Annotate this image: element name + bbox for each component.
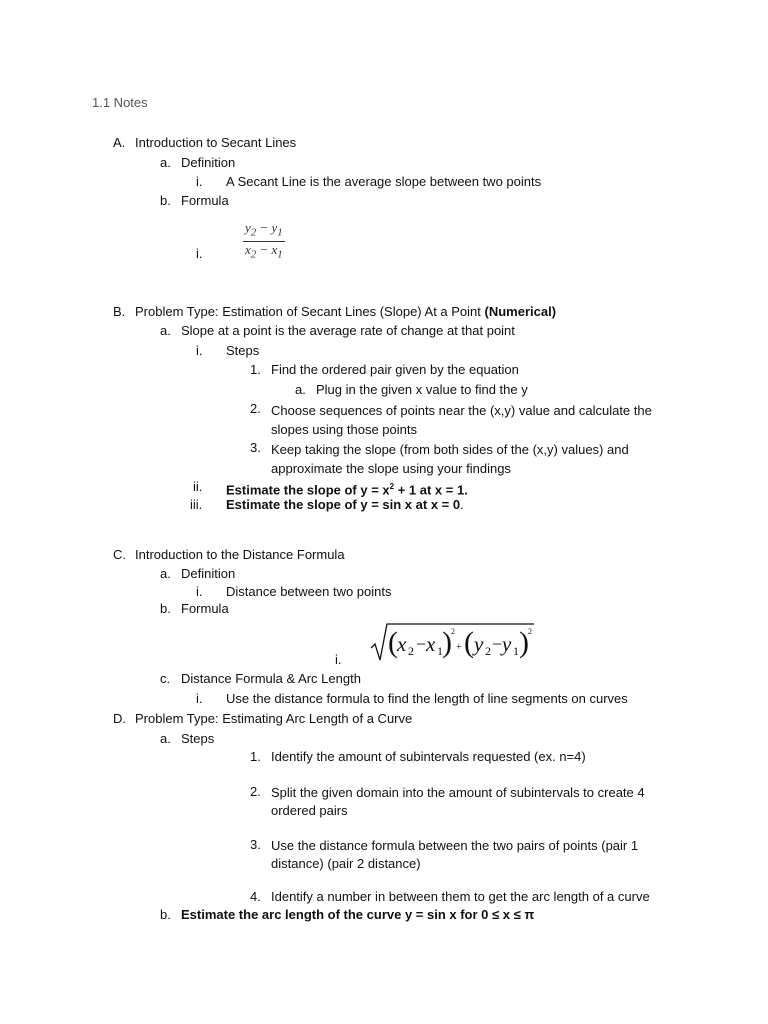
list-item: Definition — [181, 566, 236, 581]
list-marker: i. — [196, 691, 203, 706]
svg-text:2: 2 — [485, 644, 491, 658]
list-item: Use the distance formula to find the length of line segments on curves — [226, 691, 628, 706]
list-marker: i. — [196, 584, 203, 599]
formula-numerator: $y_2 - y_1$ — [243, 220, 285, 242]
list-marker: b. — [160, 601, 171, 616]
section-b-marker: B. — [113, 304, 126, 319]
paren-close: ) — [442, 626, 452, 659]
section-c-marker: C. — [113, 547, 126, 562]
paren-close: ) — [519, 626, 529, 659]
svg-text:2: 2 — [408, 644, 414, 658]
list-item: Formula — [181, 193, 229, 208]
section-d-heading: Problem Type: Estimating Arc Length of a Curve — [135, 711, 413, 726]
list-marker: b. — [160, 907, 171, 922]
svg-text:−: − — [416, 634, 427, 654]
list-marker: i. — [196, 174, 203, 189]
svg-text:1: 1 — [437, 644, 443, 658]
list-marker: i. — [335, 652, 342, 667]
list-item: Identify the amount of subintervals requested (ex. n=4) — [271, 749, 586, 764]
paren-open: ( — [464, 626, 474, 659]
list-marker: i. — [196, 343, 203, 358]
list-item: Keep taking the slope (from both sides of the (x,y) values) and approximate the slope using your findings — [271, 442, 629, 476]
section-b-heading: Problem Type: Estimation of Secant Lines (Slope) At a Point (Numerical) — [135, 304, 557, 319]
list-item: Find the ordered pair given by the equation — [271, 362, 519, 377]
section-a-heading: Introduction to Secant Lines — [135, 135, 297, 150]
list-marker: a. — [160, 323, 171, 338]
paren-open: ( — [388, 626, 398, 659]
formula-y2: y — [474, 632, 484, 656]
svg-text:−: − — [492, 634, 503, 654]
list-marker: 1. — [250, 749, 261, 764]
list-marker: 1. — [250, 362, 261, 377]
section-a-marker: A. — [113, 135, 126, 150]
list-marker: 2. — [250, 401, 261, 416]
list-marker: iii. — [190, 497, 203, 512]
formula-x1: x — [426, 632, 436, 656]
list-item: Steps — [226, 343, 260, 358]
exercise-slope-1: Estimate the slope of $y = x^2 + 1$ at x = 1. — [226, 482, 468, 498]
list-marker: 2. — [250, 784, 261, 799]
doc-title: 1.1 Notes — [92, 95, 148, 110]
list-marker: ii. — [193, 479, 203, 494]
formula-x2: x — [397, 632, 407, 656]
svg-text:+: + — [456, 642, 462, 653]
section-c-heading: Introduction to the Distance Formula — [135, 547, 345, 562]
list-marker: a. — [160, 155, 171, 170]
formula-denominator: $x_2 - x_1$ — [245, 241, 283, 261]
secant-slope-formula — [243, 220, 285, 262]
svg-text:2: 2 — [451, 627, 455, 636]
list-marker: 4. — [250, 889, 261, 904]
list-item: Distance between two points — [226, 584, 392, 599]
list-item: Choose sequences of points near the (x,y) value and calculate the slopes using those points — [271, 403, 652, 437]
list-marker: a. — [295, 382, 306, 397]
list-marker: a. — [160, 566, 171, 581]
list-item: Slope at a point is the average rate of change at that point — [181, 323, 515, 338]
svg-text:2: 2 — [528, 627, 532, 636]
list-marker: b. — [160, 193, 171, 208]
list-marker: i. — [196, 246, 203, 261]
list-marker: 3. — [250, 440, 261, 455]
distance-formula — [368, 620, 536, 666]
list-item: Split the given domain into the amount of subintervals to create 4 ordered pairs — [271, 785, 645, 818]
section-d-marker: D. — [113, 711, 126, 726]
list-item: A Secant Line is the average slope between two points — [226, 174, 542, 189]
svg-text:1: 1 — [513, 644, 519, 658]
list-marker: 3. — [250, 837, 261, 852]
list-item: Identify a number in between them to get the arc length of a curve — [271, 889, 650, 904]
exercise-arc-length: Estimate the arc length of the curve y = sin x for 0 ≤ x ≤ π — [181, 907, 535, 922]
list-marker: c. — [160, 671, 171, 686]
list-item: Formula — [181, 601, 229, 616]
exercise-slope-2: Estimate the slope of y = sin x at x = 0. — [226, 497, 464, 512]
formula-y1: y — [502, 632, 512, 656]
list-item: Use the distance formula between the two pairs of points (pair 1 distance) (pair 2 distance) — [271, 838, 639, 871]
list-item: Steps — [181, 731, 215, 746]
list-item: Plug in the given x value to find the y — [316, 382, 528, 397]
list-item: Distance Formula & Arc Length — [181, 671, 361, 686]
list-marker: a. — [160, 731, 171, 746]
list-item: Definition — [181, 155, 236, 170]
